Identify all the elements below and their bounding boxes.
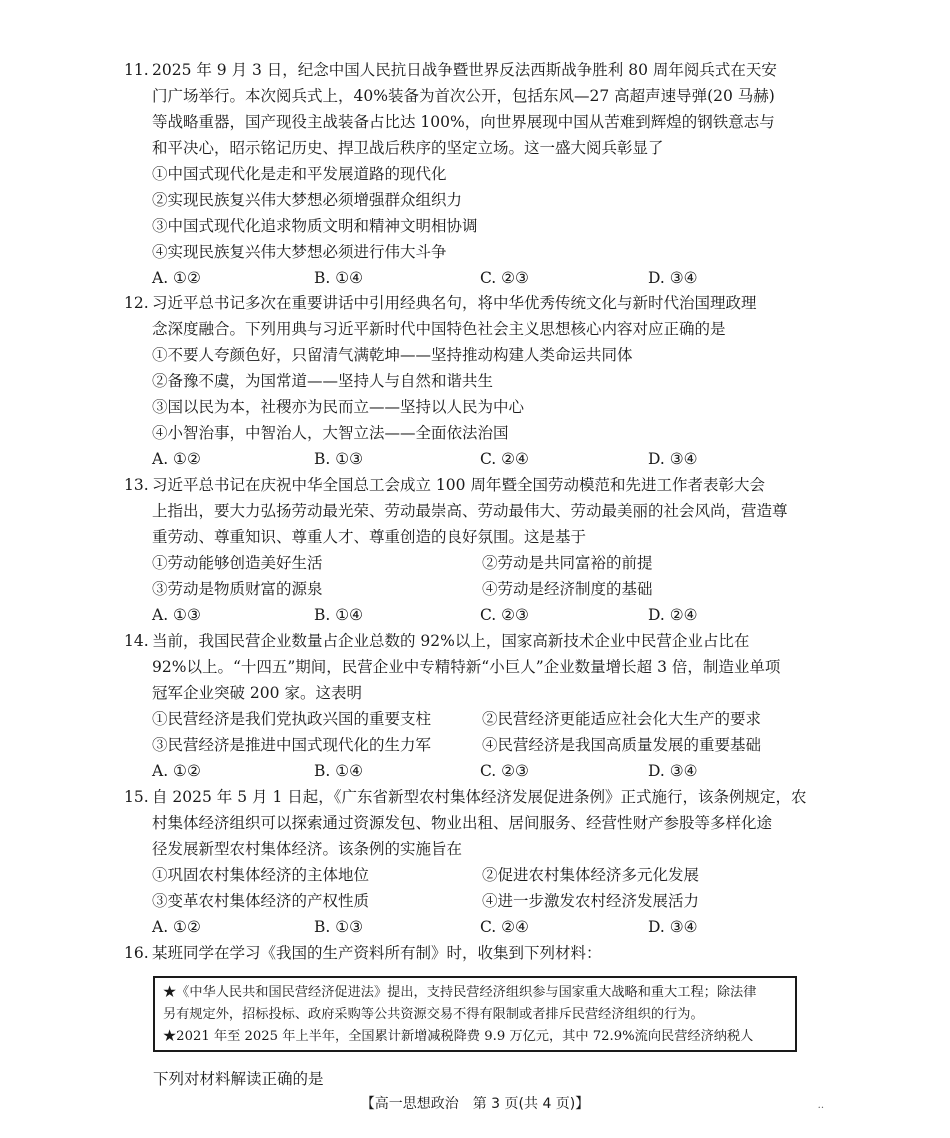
answer-a: A. ①③ (152, 606, 201, 624)
answer-choices (124, 914, 836, 940)
answer-d: D. ③④ (648, 269, 698, 287)
question-number: 15. (124, 788, 149, 806)
answer-c: C. ②④ (480, 918, 529, 936)
option-2: ②民营经济更能适应社会化大生产的要求 (482, 710, 762, 728)
question-number: 13. (124, 476, 149, 494)
option-row (124, 706, 836, 732)
answer-c: C. ②③ (480, 606, 529, 624)
question-14 (124, 628, 836, 784)
question-number: 12. (124, 294, 149, 312)
question-12 (124, 290, 836, 472)
question-stem-line: 念深度融合。下列用典与习近平新时代中国特色社会主义思想核心内容对应正确的是 (152, 320, 726, 338)
answer-a: A. ①② (152, 762, 201, 780)
question-16 (124, 940, 836, 966)
option-3: ③中国式现代化追求物质文明和精神文明相协调 (152, 217, 478, 235)
material-line: ★《中华人民共和国民营经济促进法》提出，支持民营经济组织参与国家重大战略和重大工程；除法律 (163, 985, 757, 1000)
question-stem-line: 16. 某班同学在学习《我国的生产资料所有制》时，收集到下列材料： (124, 940, 836, 966)
question-15 (124, 784, 836, 940)
question-stem-line: 门广场举行。本次阅兵式上，40%装备为首次公开，包括东风—27 高超声速导弹(20 马赫) (152, 87, 775, 105)
answer-b: B. ①④ (314, 606, 364, 624)
option-1: ①民营经济是我们党执政兴国的重要支柱 (152, 710, 432, 728)
answer-d: D. ③④ (648, 918, 698, 936)
question-stem-line: 11. 2025 年 9 月 3 日，纪念中国人民抗日战争暨世界反法西斯战争胜利 80 周年阅兵式在天安 (124, 57, 836, 83)
answer-choices (124, 602, 836, 628)
answer-choices (124, 265, 836, 291)
answer-d: D. ③④ (648, 450, 698, 468)
question-stem-line: 和平决心，昭示铭记历史、捍卫战后秩序的坚定立场。这一盛大阅兵彰显了 (152, 139, 664, 157)
answer-b: B. ①④ (314, 762, 364, 780)
material-box (153, 976, 797, 1052)
question-16-prompt: 下列对材料解读正确的是 (153, 1070, 324, 1088)
material-line: ★2021 年至 2025 年上半年，全国累计新增减税降费 9.9 万亿元，其中 72.9%流向民营经济纳税人 (163, 1029, 754, 1044)
option-row (124, 862, 836, 888)
answer-choices (124, 758, 836, 784)
option-row (124, 732, 836, 758)
option-1: ①不要人夸颜色好，只留清气满乾坤——坚持推动构建人类命运共同体 (152, 346, 633, 364)
answer-c: C. ②③ (480, 762, 529, 780)
option-4: ④进一步激发农村经济发展活力 (482, 892, 700, 910)
option-2: ②劳动是共同富裕的前提 (482, 554, 653, 572)
corner-mark: .. (817, 1100, 824, 1111)
answer-b: B. ①③ (314, 918, 364, 936)
option-3: ③民营经济是推进中国式现代化的生力军 (152, 736, 432, 754)
question-number: 16. (124, 944, 149, 962)
answer-a: A. ①② (152, 269, 201, 287)
question-stem-line: 92%以上。“十四五”期间，民营企业中专精特新“小巨人”企业数量增长超 3 倍，制造业单项 (152, 658, 781, 676)
question-stem-line: 重劳动、尊重知识、尊重人才、尊重创造的良好氛围。这是基于 (152, 528, 587, 546)
option-4: ④劳动是经济制度的基础 (482, 580, 653, 598)
question-13 (124, 472, 836, 628)
question-stem-line: 冠军企业突破 200 家。这表明 (152, 684, 362, 702)
answer-a: A. ①② (152, 918, 201, 936)
answer-c: C. ②③ (480, 269, 529, 287)
question-stem-line: 上指出，要大力弘扬劳动最光荣、劳动最崇高、劳动最伟大、劳动最美丽的社会风尚，营造尊 (152, 502, 788, 520)
answer-c: C. ②④ (480, 450, 529, 468)
option-3: ③国以民为本，社稷亦为民而立——坚持以人民为中心 (152, 398, 525, 416)
question-number: 11. (124, 61, 149, 79)
option-2: ②备豫不虞，为国常道——坚持人与自然和谐共生 (152, 372, 494, 390)
option-row (124, 550, 836, 576)
answer-b: B. ①③ (314, 450, 364, 468)
option-3: ③变革农村集体经济的产权性质 (152, 892, 370, 910)
answer-a: A. ①② (152, 450, 201, 468)
question-11 (124, 57, 836, 291)
answer-d: D. ③④ (648, 762, 698, 780)
option-1: ①中国式现代化是走和平发展道路的现代化 (152, 165, 447, 183)
option-4: ④小智治事，中智治人，大智立法——全面依法治国 (152, 424, 509, 442)
option-2: ②实现民族复兴伟大梦想必须增强群众组织力 (152, 191, 463, 209)
option-4: ④民营经济是我国高质量发展的重要基础 (482, 736, 762, 754)
question-stem-line: 12. 习近平总书记多次在重要讲话中引用经典名句，将中华优秀传统文化与新时代治国理政理 (124, 290, 836, 316)
question-stem-line: 村集体经济组织可以探索通过资源发包、物业出租、居间服务、经营性财产参股等多样化途 (152, 814, 773, 832)
question-stem-line: 14. 当前，我国民营企业数量占企业总数的 92%以上，国家高新技术企业中民营企业占比在 (124, 628, 836, 654)
option-4: ④实现民族复兴伟大梦想必须进行伟大斗争 (152, 243, 447, 261)
answer-choices (124, 446, 836, 472)
option-3: ③劳动是物质财富的源泉 (152, 580, 323, 598)
answer-d: D. ②④ (648, 606, 698, 624)
question-stem-line: 径发展新型农村集体经济。该条例的实施旨在 (152, 840, 463, 858)
material-line: 另有规定外，招标投标、政府采购等公共资源交易不得有限制或者排斥民营经济组织的行为。 (163, 1007, 704, 1022)
option-1: ①劳动能够创造美好生活 (152, 554, 323, 572)
option-row (124, 888, 836, 914)
page-footer: 【高一思想政治 第 3 页(共 4 页)】 (360, 1096, 590, 1112)
question-number: 14. (124, 632, 149, 650)
answer-b: B. ①④ (314, 269, 364, 287)
question-stem-line: 13. 习近平总书记在庆祝中华全国总工会成立 100 周年暨全国劳动模范和先进工作者表彰大会 (124, 472, 836, 498)
option-row (124, 576, 836, 602)
option-2: ②促进农村集体经济多元化发展 (482, 866, 700, 884)
question-stem-line: 等战略重器，国产现役主战装备占比达 100%，向世界展现中国从苦难到辉煌的钢铁意志与 (152, 113, 775, 131)
question-stem-line: 15. 自 2025 年 5 月 1 日起，《广东省新型农村集体经济发展促进条例》正式施行，该条例规定，农 (124, 784, 836, 810)
option-1: ①巩固农村集体经济的主体地位 (152, 866, 370, 884)
